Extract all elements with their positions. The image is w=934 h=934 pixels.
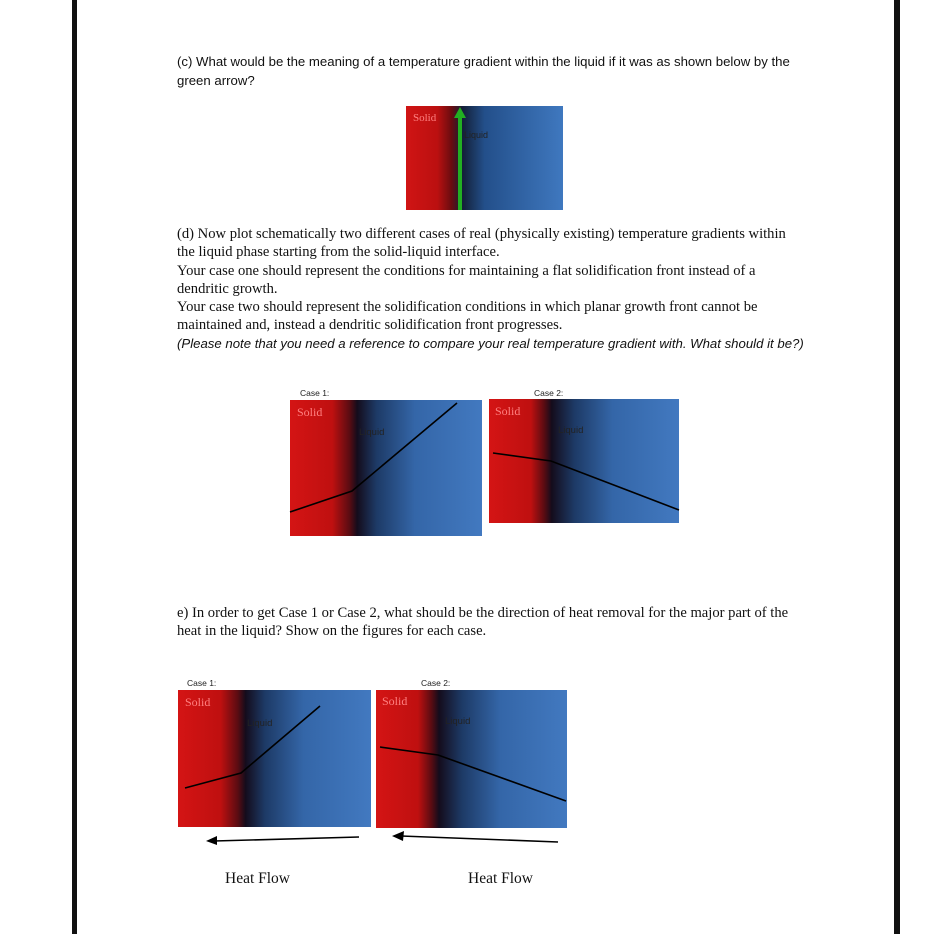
part-c-figure (406, 106, 563, 210)
part-d-line-3: Your case two should represent the solidification conditions in which planar growth front cannot be maintained and, instead a dendritic solidification front progresses. (177, 299, 758, 334)
part-d-line-1: (d) Now plot schematically two different cases of real (physically existing) temperature gradients within the liquid phase starting from the solid-liquid interface. (177, 226, 786, 261)
part-e-case1-heat-arrow (204, 832, 364, 848)
solid-liquid-bar (376, 690, 567, 828)
part-d-case1-figure (289, 386, 483, 538)
part-d-line-2: Your case one should represent the conditions for maintaining a flat solidification front instead of a dendritic growth. (177, 262, 756, 297)
part-e-question: e) In order to get Case 1 or Case 2, what should be the direction of heat removal for the major part of the heat in the liquid? Show on the figures for each case. (177, 605, 789, 640)
part-e-case2-heat-arrow (389, 828, 561, 846)
solid-label: Solid (495, 404, 521, 418)
part-e-case1-figure (177, 677, 373, 829)
left-page-border (72, 0, 77, 934)
case-label: Case 1: (187, 678, 217, 688)
arrow-head-left (392, 831, 404, 841)
liquid-label: Liquid (558, 425, 584, 436)
solid-liquid-bar (178, 690, 371, 827)
part-e-case2-figure (375, 677, 569, 829)
solid-liquid-bar (290, 400, 482, 536)
case-label: Case 2: (534, 388, 564, 398)
case-label: Case 2: (421, 678, 451, 688)
liquid-label: Liquid (464, 130, 489, 140)
liquid-label: Liquid (247, 718, 273, 729)
liquid-label: Liquid (359, 427, 385, 438)
case-label: Case 1: (300, 388, 330, 398)
liquid-label: Liquid (445, 716, 471, 727)
part-d-case2-figure (488, 386, 682, 538)
part-d-note: (Please note that you need a reference to compare your real temperature gradient with. What should it be?) (177, 336, 804, 351)
solid-label: Solid (382, 694, 408, 708)
part-e-case2-heat-flow-label: Heat Flow (468, 870, 534, 887)
part-d-text (177, 225, 807, 335)
part-e-case1-heat-flow-label: Heat Flow (225, 870, 291, 887)
right-page-border (894, 0, 900, 934)
solid-label: Solid (297, 405, 323, 419)
part-c-question: (c) What would be the meaning of a temperature gradient within the liquid if it was as shown below by the green arrow? (177, 54, 790, 88)
arrow-head-left (206, 836, 217, 845)
solid-label: Solid (185, 695, 211, 709)
solid-label: Solid (413, 112, 437, 124)
